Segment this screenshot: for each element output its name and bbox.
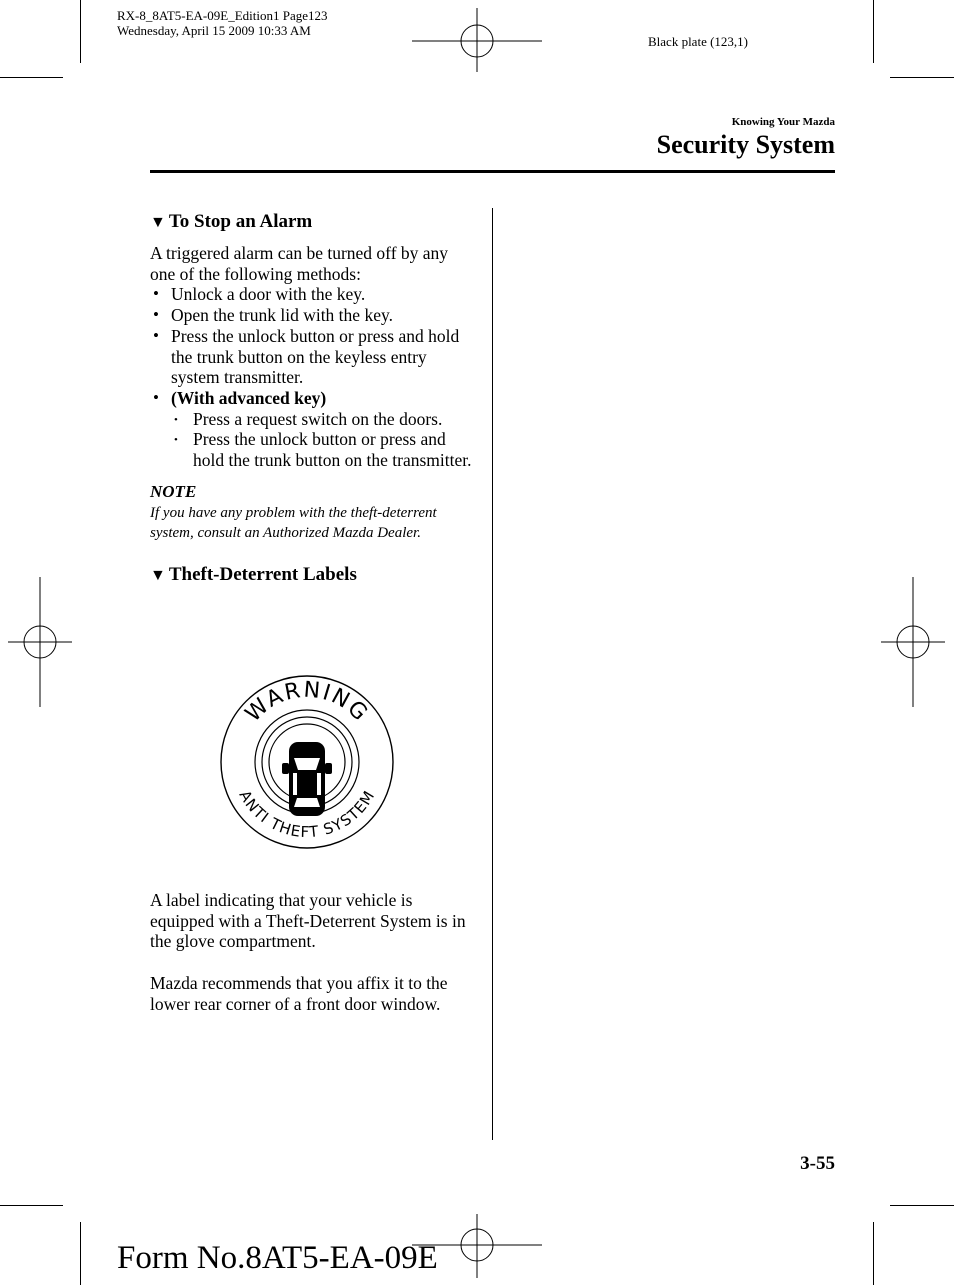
note-label: NOTE <box>150 481 197 501</box>
badge-bottom-text: ANTI THEFT SYSTEM <box>235 787 379 842</box>
list-item: • Press the unlock button or press and hold the trunk button on the keyless entry system transmitter. <box>150 326 472 388</box>
list-item-advanced-key <box>150 388 472 471</box>
list-item: • Unlock a door with the key. <box>150 284 472 305</box>
heading-stop-alarm <box>150 211 472 233</box>
column-divider <box>492 208 493 1140</box>
page-title: Security System <box>656 130 835 159</box>
heading-text: To Stop an Alarm <box>168 211 313 232</box>
car-icon <box>282 742 332 816</box>
triangle-marker-icon: ▼ <box>150 566 166 584</box>
note-text: If you have any problem with the theft-deterrent system, consult an Authorized Mazda Dealer. <box>150 504 437 542</box>
section-name: Knowing Your Mazda <box>731 116 835 128</box>
print-metadata <box>117 8 328 38</box>
labels-body <box>150 890 472 1014</box>
print-timestamp: Wednesday, April 15 2009 10:33 AM <box>117 23 311 38</box>
note-block <box>150 482 472 544</box>
heading-theft-labels <box>150 564 472 586</box>
left-column <box>150 208 472 586</box>
triangle-marker-icon: ▼ <box>150 214 166 231</box>
labels-paragraph-1: A label indicating that your vehicle is equipped with a Theft-Deterrent System is in the glove compartment. <box>150 890 466 952</box>
advanced-key-label: (With advanced key) <box>171 387 327 408</box>
registration-mark-top <box>412 8 542 72</box>
sub-list-item: • Press the unlock button or press and hold the trunk button on the transmitter. <box>171 429 472 470</box>
list-item: • Open the trunk lid with the key. <box>150 305 472 326</box>
plate-label: Black plate (123,1) <box>648 34 748 49</box>
labels-paragraph-2: Mazda recommends that you affix it to the lower rear corner of a front door window. <box>150 972 448 1014</box>
advanced-key-methods <box>171 409 472 471</box>
page-number: 3-55 <box>800 1153 835 1174</box>
stop-alarm-body <box>150 243 472 471</box>
heading-text: Theft-Deterrent Labels <box>168 563 357 585</box>
badge-top-text: WARNING <box>240 677 374 728</box>
registration-mark-right <box>881 577 945 707</box>
sub-list-item: • Press a request switch on the doors. <box>171 409 472 430</box>
title-rule <box>150 170 835 173</box>
stop-alarm-intro: A triggered alarm can be turned off by any one of the following methods: <box>150 243 449 284</box>
anti-theft-warning-label-icon <box>219 674 395 850</box>
form-number: Form No.8AT5-EA-09E <box>117 1240 438 1276</box>
stop-alarm-methods <box>150 284 472 470</box>
registration-mark-left <box>8 577 72 707</box>
doc-id: RX-8_8AT5-EA-09E_Edition1 Page123 <box>117 8 328 23</box>
